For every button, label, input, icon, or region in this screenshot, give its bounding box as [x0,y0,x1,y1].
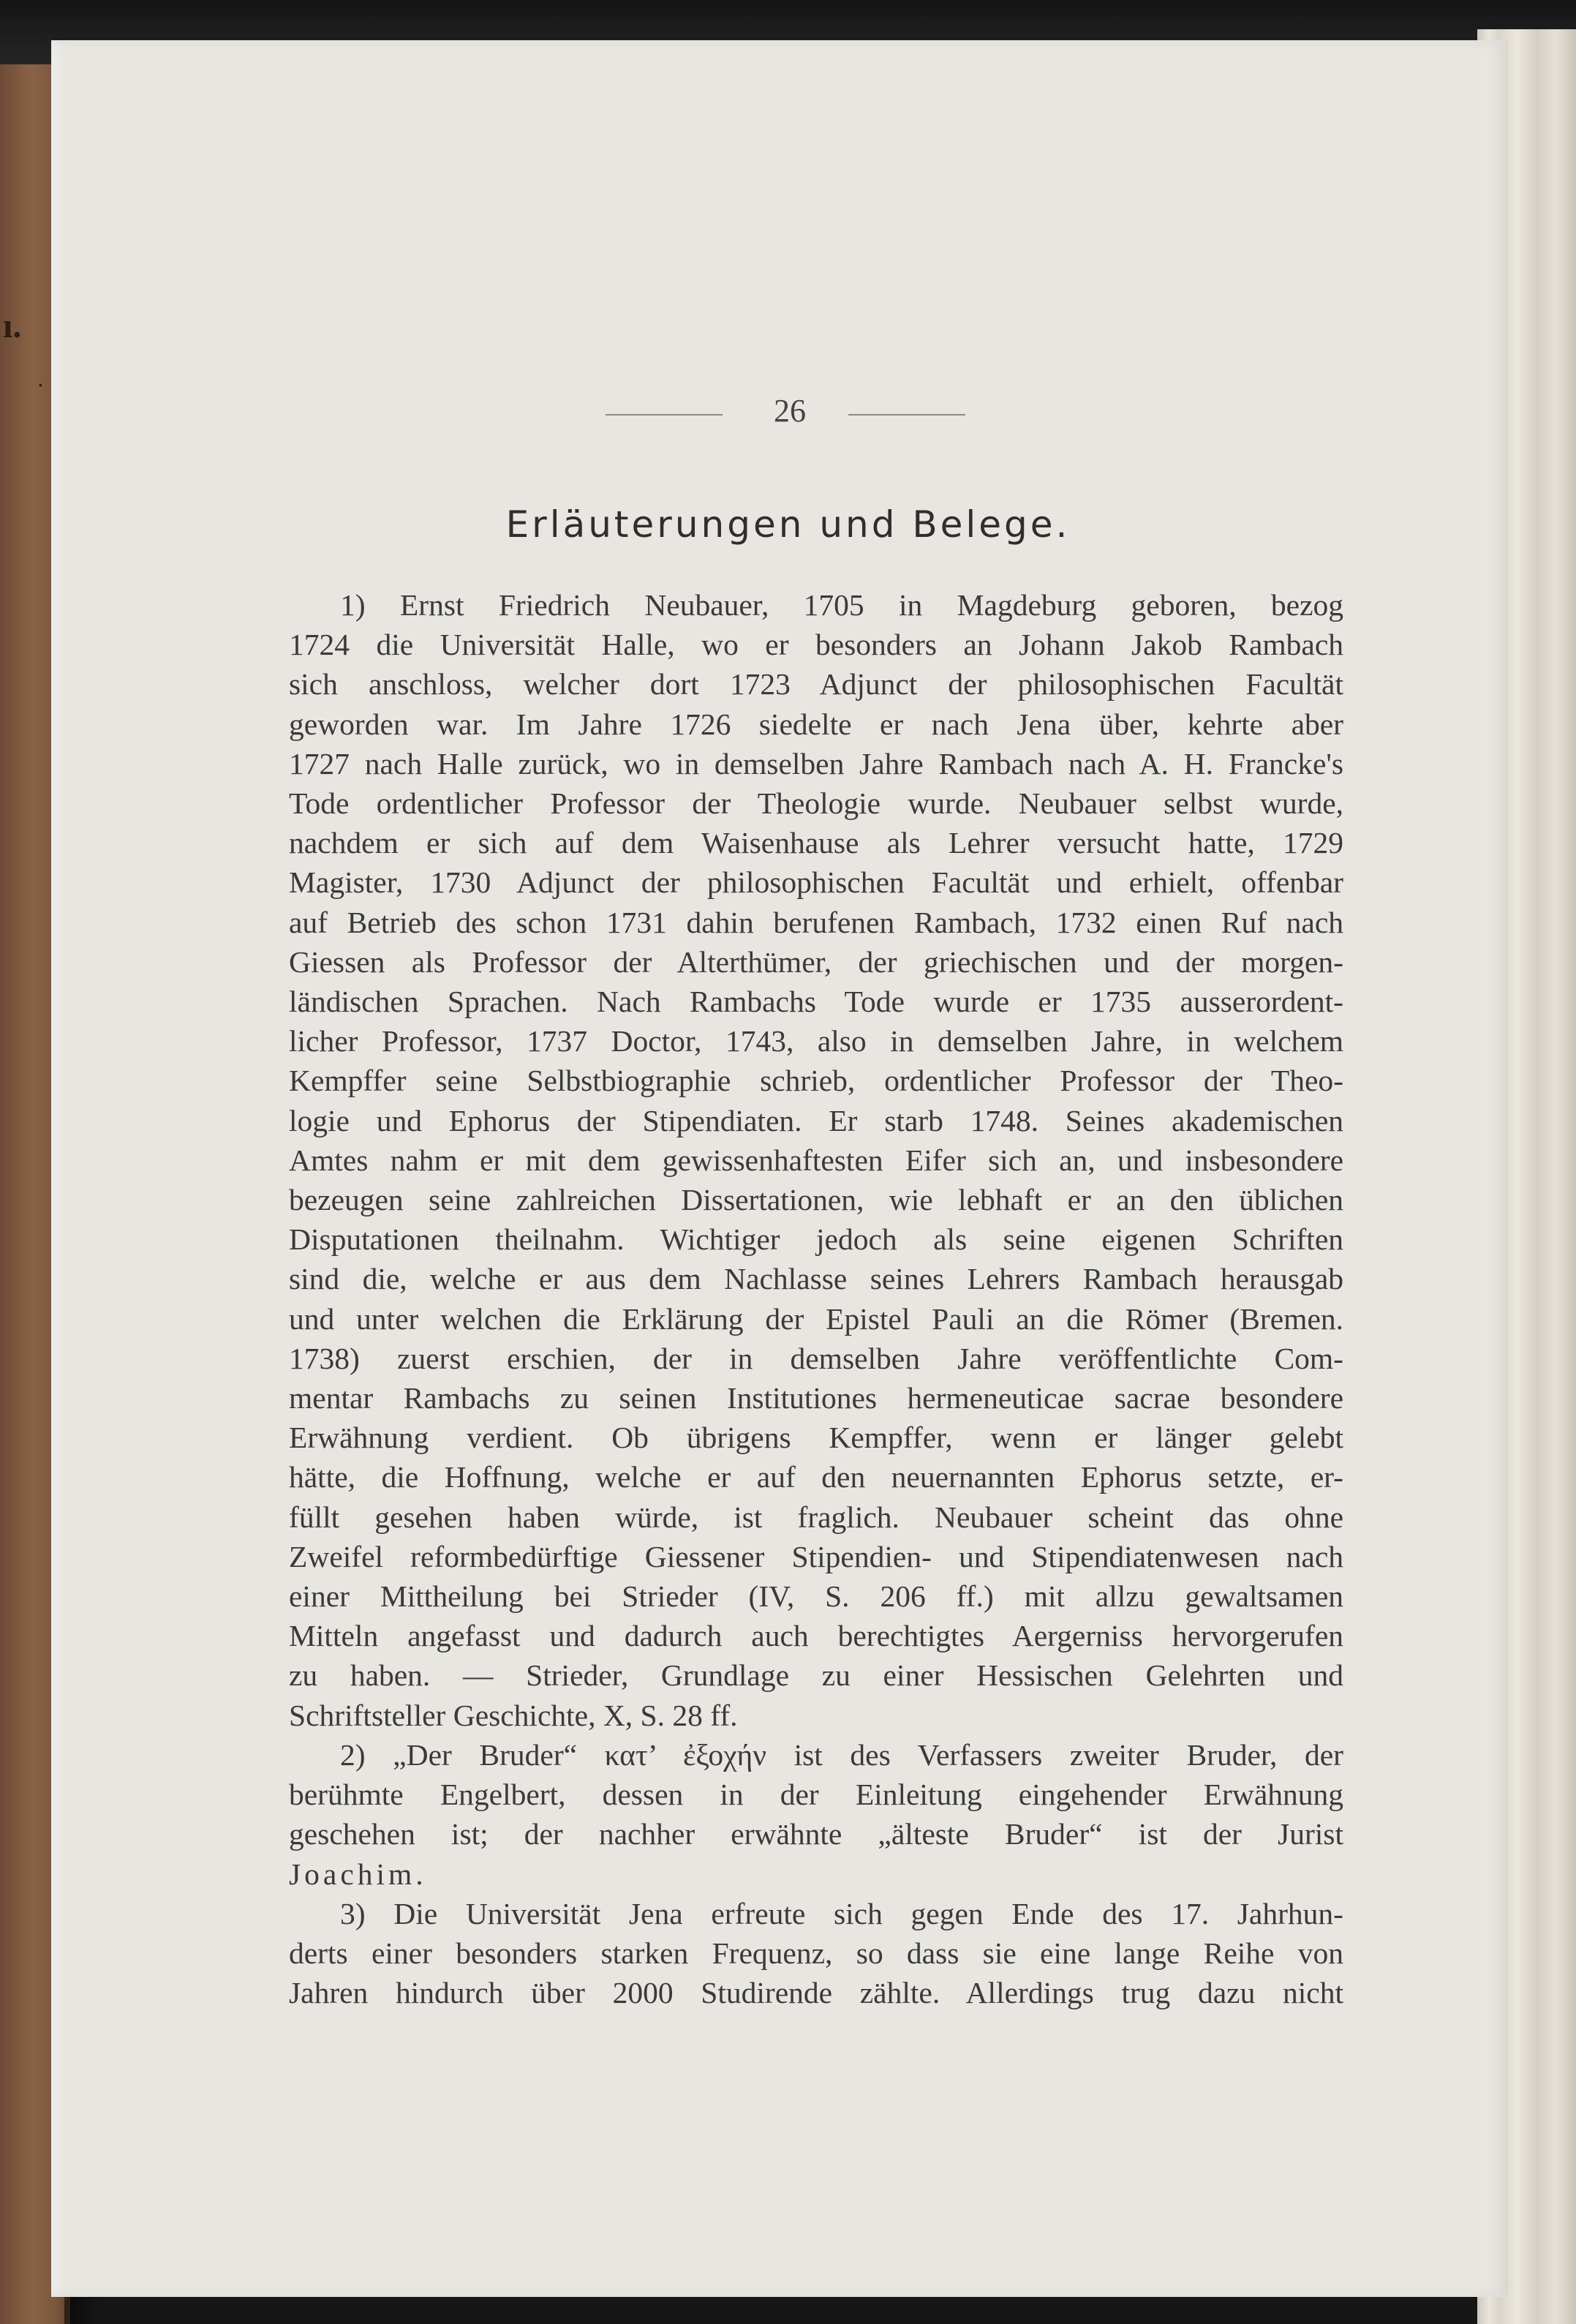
text-line: Amtes nahm er mit dem gewissenhaftesten Eifer sich an, und insbesondere [289,1143,1343,1177]
text-line: 1) Ernst Friedrich Neubauer, 1705 in Magdeburg geboren, bezog [340,588,1343,622]
text-line: Zweifel reformbedürftige Giessener Stipendien- und Stipendiatenwesen nach [289,1539,1343,1573]
text-line: Jahren hindurch über 2000 Studirende zählte. Allerdings trug dazu nicht [289,1976,1343,2010]
cover-mark-small: · [37,372,45,398]
text-line: geworden war. Im Jahre 1726 siedelte er nach Jena über, kehrte aber [289,707,1343,741]
text-line: 1724 die Universität Halle, wo er besonders an Johann Jakob Rambach [289,628,1343,662]
text-line: einer Mittheilung bei Strieder (IV, S. 206 ff.) mit allzu gewaltsamen [289,1579,1343,1614]
note-1 [289,585,1343,1735]
cover-mark: ı. [3,307,22,345]
text-line: Mitteln angefasst und dadurch auch berechtigtes Aergerniss hervorgerufen [289,1619,1343,1653]
text-line: Joachim. [289,1857,427,1891]
text-line: Erwähnung verdient. Ob übrigens Kempffer, wenn er länger gelebt [289,1421,1343,1455]
page-number: 26 [774,393,806,429]
text-line: sich anschloss, welcher dort 1723 Adjunct der philosophischen Facultät [289,667,1343,702]
text-line: derts einer besonders starken Frequenz, so dass sie eine lange Reihe von [289,1936,1343,1970]
text-line: Tode ordentlicher Professor der Theologie wurde. Neubauer selbst wurde, [289,786,1343,821]
note-2 [289,1735,1343,1894]
text-line: bezeugen seine zahlreichen Dissertationen, wie lebhaft er an den üblichen [289,1183,1343,1217]
text-line: berühmte Engelbert, dessen in der Einleitung eingehender Erwähnung [289,1778,1343,1812]
text-line: ländischen Sprachen. Nach Rambachs Tode wurde er 1735 ausserordent- [289,985,1343,1019]
note-3 [289,1894,1343,2013]
text-line: 3) Die Universität Jena erfreute sich gegen Ende des 17. Jahrhun- [340,1896,1343,1930]
header-rule-right [848,414,965,415]
text-line: Disputationen theilnahm. Wichtiger jedoch als seine eigenen Schriften [289,1222,1343,1257]
text-line: logie und Ephorus der Stipendiaten. Er starb 1748. Seines akademischen [289,1103,1343,1137]
text-line: Giessen als Professor der Alterthümer, der griechischen und der morgen- [289,944,1343,979]
notes-body [289,585,1343,2012]
header-rule-left [606,414,723,415]
text-line: Kempffer seine Selbstbiographie schrieb, ordentlicher Professor der Theo- [289,1064,1343,1098]
text-line: nachdem er sich auf dem Waisenhause als Lehrer versucht hatte, 1729 [289,826,1343,860]
page-header [0,392,1576,436]
text-line: licher Professor, 1737 Doctor, 1743, also in demselben Jahre, in welchem [289,1024,1343,1058]
text-line: sind die, welche er aus dem Nachlasse seines Lehrers Rambach herausgab [289,1262,1343,1296]
text-line: mentar Rambachs zu seinen Institutiones hermeneuticae sacrae besondere [289,1381,1343,1415]
text-line: auf Betrieb des schon 1731 dahin berufenen Rambach, 1732 einen Ruf nach [289,905,1343,939]
section-title: Erläuterungen und Belege. [505,503,1071,546]
text-line: hätte, die Hoffnung, welche er auf den neuernannten Ephorus setzte, er- [289,1460,1343,1494]
text-line: 1727 nach Halle zurück, wo in demselben Jahre Rambach nach A. H. Francke's [289,746,1343,781]
text-line: Magister, 1730 Adjunct der philosophischen Facultät und erhielt, offenbar [289,865,1343,900]
text-line: geschehen ist; der nachher erwähnte „älteste Bruder“ ist der Jurist [289,1817,1343,1851]
text-line: 1738) zuerst erschien, der in demselben Jahre veröffentlichte Com- [289,1341,1343,1375]
text-line: Schriftsteller Geschichte, X, S. 28 ff. [289,1698,738,1732]
text-line: zu haben. — Strieder, Grundlage zu einer Hessischen Gelehrten und [289,1658,1343,1693]
text-line: und unter welchen die Erklärung der Epistel Pauli an die Römer (Bremen. [289,1301,1343,1336]
text-line: füllt gesehen haben würde, ist fraglich. Neubauer scheint das ohne [289,1500,1343,1534]
text-line: 2) „Der Bruder“ κατ’ ἐξοχήν ist des Verfassers zweiter Bruder, der [340,1737,1343,1772]
